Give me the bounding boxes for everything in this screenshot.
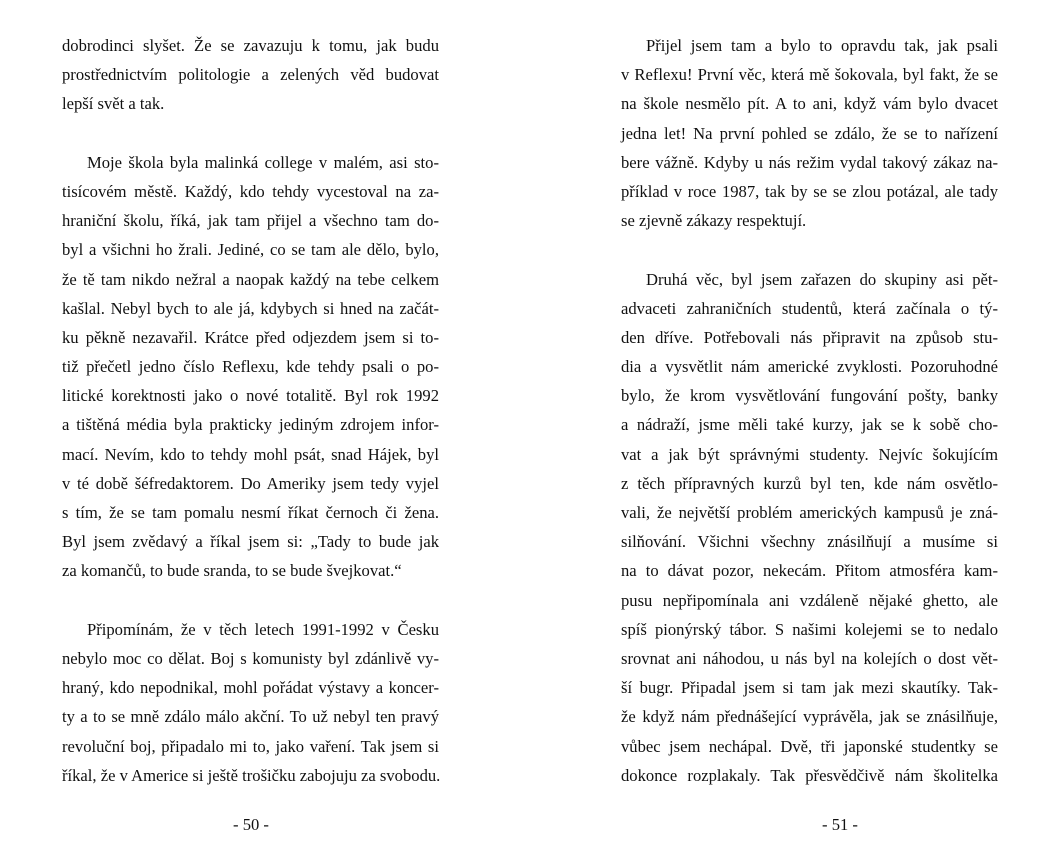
text-line: ku pěkně nezavařil. Krátce před odjezdem jsem si to-	[62, 327, 439, 347]
text-line: vat a jak být správnými studenty. Nejvíc šokujícím	[621, 444, 998, 464]
text-line: den dříve. Potřebovali nás připravit na způsob stu-	[621, 327, 998, 347]
left-page	[0, 0, 530, 850]
text-line: pusu nepřipomínala ani vzdáleně nějaké ghetto, ale	[621, 590, 998, 610]
text-line: a nádraží, jsme měli také kurzy, jak se k sobě cho-	[621, 415, 998, 435]
text-line: jedna let! Na první pohled se zdálo, že se to nařízení	[621, 123, 998, 143]
text-line: lepší svět a tak.	[62, 94, 165, 114]
text-line: se zjevně zákazy respektují.	[621, 211, 807, 231]
text-line: vali, že největší problém amerických kampusů je zná-	[621, 503, 998, 522]
text-line: nebylo moc co dělat. Boj s komunisty byl zdánlivě vy-	[62, 648, 439, 668]
page-number: - 50 -	[233, 815, 269, 834]
paragraph-gap	[621, 235, 998, 264]
text-line: příklad v roce 1987, tak by se se zlou potázal, ale tady	[621, 181, 998, 201]
right-page-text	[621, 31, 998, 790]
text-line: hraniční školu, říká, jak tam přijel a všechno tam do-	[62, 211, 439, 231]
paragraph-gap	[62, 586, 439, 615]
text-line: bere vážně. Kdyby u nás režim vydal takový zákaz na-	[621, 152, 998, 172]
text-line: v Reflexu! První věc, která mě šokovala, byl fakt, že se	[621, 65, 998, 85]
text-line: mací. Nevím, kdo to tehdy mohl psát, snad Hájek, byl	[62, 444, 439, 464]
text-line: byl a všichni ho žrali. Jediné, co se tam ale dělo, bylo,	[62, 240, 439, 260]
text-line: že tě tam nikdo nežral a naopak každý na tebe celkem	[62, 269, 439, 289]
left-page-text	[62, 31, 439, 790]
text-line: Připomínám, že v těch letech 1991-1992 v Česku	[87, 619, 439, 639]
text-line: dia a vysvětlit nám americké zvyklosti. Pozoruhodné	[621, 357, 998, 377]
text-line: dokonce rozplakaly. Tak přesvědčivě nám školitelka	[621, 765, 998, 785]
paragraph-gap	[62, 119, 439, 148]
text-line: Byl jsem zvědavý a říkal jsem si: „Tady to bude jak	[62, 532, 439, 552]
text-line: revoluční boj, připadalo mi to, jako vaření. Tak jsem si	[62, 736, 439, 756]
text-line: v té době šéfredaktorem. Do Ameriky jsem tedy vyjel	[62, 473, 439, 493]
text-line: říkal, že v Americe si ještě trošičku zabojuju za svobodu.	[62, 765, 441, 785]
text-line: hraný, kdo nepodnikal, mohl pořádat výstavy a koncer-	[62, 678, 439, 698]
text-line: Moje škola byla malinká college v malém, asi sto-	[87, 152, 439, 172]
text-line: s tím, že se tam pomalu nesmí říkat černoch či žena.	[62, 503, 439, 522]
text-line: tisícovém městě. Každý, kdo tehdy vycestoval na za-	[62, 181, 439, 201]
text-line: na škole nesmělo pít. A to ani, když vám bylo dvacet	[621, 94, 998, 114]
text-line: ty a to se mně zdálo málo akční. To už nebyl ten pravý	[62, 707, 439, 727]
text-line: za komančů, to bude sranda, to se bude švejkovat.“	[62, 561, 402, 581]
text-line: srovnat ani náhodou, u nás byl na kolejích o dost vět-	[621, 648, 998, 668]
text-line: kašlal. Nebyl bych to ale já, kdybych si hned na začát-	[62, 298, 439, 318]
text-line: tiž přečetl jedno číslo Reflexu, kde tehdy psali o po-	[62, 357, 439, 377]
text-line: spíš pionýrský tábor. S našimi kolejemi se to nedalo	[621, 619, 998, 639]
text-line: advaceti zahraničních studentů, která začínala o tý-	[621, 298, 998, 318]
text-line: že když nám přednášející vyprávěla, jak se znásilňuje,	[621, 707, 998, 727]
text-line: z těch přípravných kurzů byl ten, kde nám osvětlo-	[621, 473, 998, 493]
text-line: ší bugr. Připadal jsem si tam jak mezi skautíky. Tak-	[621, 678, 998, 698]
text-line: dobrodinci slyšet. Že se zavazuju k tomu, jak budu	[62, 36, 439, 55]
text-line: Přijel jsem tam a bylo to opravdu tak, jak psali	[646, 36, 998, 55]
text-line: a tištěná média byla prakticky jediným zdrojem infor-	[62, 415, 439, 435]
right-page	[530, 0, 1061, 850]
page-number: - 51 -	[822, 815, 858, 834]
text-line: Druhá věc, byl jsem zařazen do skupiny asi pět-	[646, 269, 998, 289]
text-line: bylo, že krom vysvětlování fungování pošty, banky	[621, 386, 998, 406]
text-line: silňování. Všichni všechny znásilňují a musíme si	[621, 532, 998, 552]
text-line: prostřednictvím politologie a zelených věd budovat	[62, 65, 439, 85]
text-line: vůbec jsem nechápal. Dvě, tři japonské studentky se	[621, 736, 998, 756]
text-line: litické korektnosti jako o nové totalitě. Byl rok 1992	[62, 386, 439, 406]
text-line: na to dávat pozor, nekecám. Přitom atmosféra kam-	[621, 561, 998, 581]
